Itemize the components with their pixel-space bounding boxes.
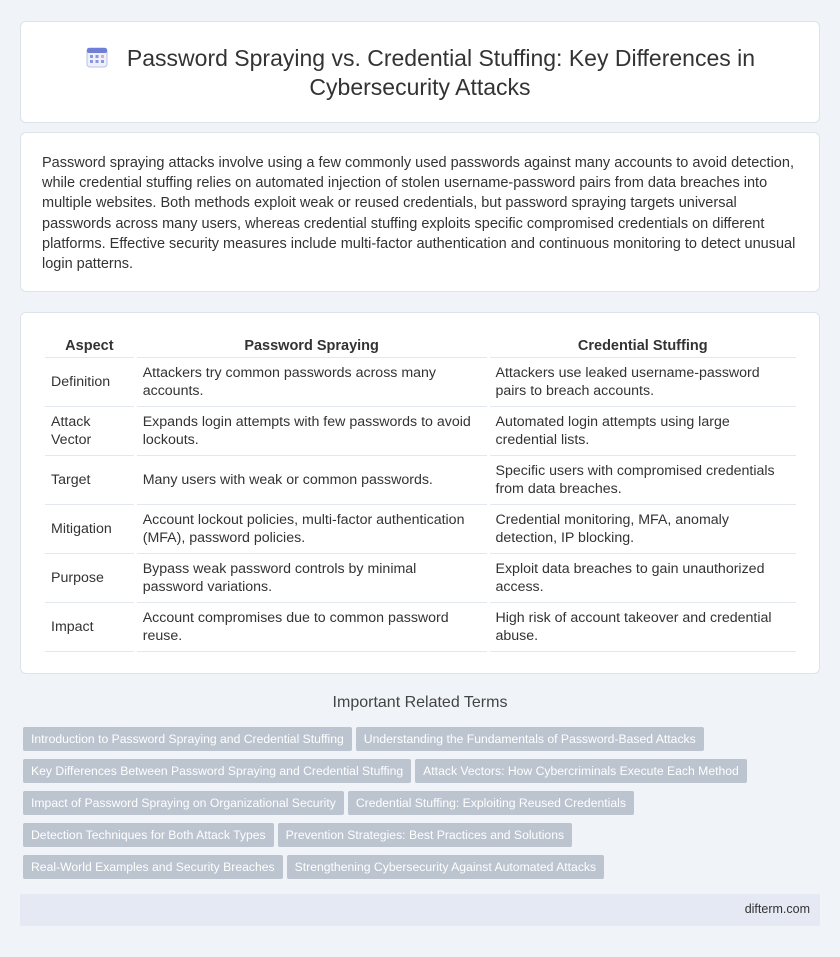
related-term-link[interactable]: Impact of Password Spraying on Organizational Security <box>23 791 344 815</box>
header-credential-stuffing: Credential Stuffing <box>490 335 797 358</box>
credential-stuffing-cell: Attackers use leaked username-password pairs to breach accounts. <box>490 358 797 407</box>
password-spraying-cell: Expands login attempts with few passwords to avoid lockouts. <box>137 407 487 456</box>
intro-card <box>20 132 820 292</box>
credential-stuffing-cell: Specific users with compromised credentials from data breaches. <box>490 456 797 505</box>
aspect-cell: Mitigation <box>45 505 134 554</box>
calendar-grid-icon <box>85 45 109 69</box>
related-term-link[interactable]: Credential Stuffing: Exploiting Reused Credentials <box>348 791 634 815</box>
page-title-text: Password Spraying vs. Credential Stuffing: Key Differences in Cybersecurity Attacks <box>126 45 756 100</box>
credential-stuffing-cell: Exploit data breaches to gain unauthorized access. <box>490 554 797 603</box>
footer <box>20 894 820 926</box>
password-spraying-cell: Many users with weak or common passwords. <box>137 456 487 505</box>
password-spraying-cell: Account compromises due to common password reuse. <box>137 603 487 652</box>
related-terms-list <box>23 727 783 887</box>
related-term-link[interactable]: Understanding the Fundamentals of Password-Based Attacks <box>356 727 704 751</box>
related-term-link[interactable]: Strengthening Cybersecurity Against Automated Attacks <box>287 855 604 879</box>
password-spraying-cell: Bypass weak password controls by minimal password variations. <box>137 554 487 603</box>
related-term-link[interactable]: Introduction to Password Spraying and Credential Stuffing <box>23 727 352 751</box>
related-term-link[interactable]: Detection Techniques for Both Attack Types <box>23 823 274 847</box>
table-row <box>45 505 796 554</box>
password-spraying-cell: Account lockout policies, multi-factor authentication (MFA), password policies. <box>137 505 487 554</box>
page-title <box>21 44 819 102</box>
table-row <box>45 358 796 407</box>
header-aspect: Aspect <box>45 335 134 358</box>
related-term-link[interactable]: Prevention Strategies: Best Practices and Solutions <box>278 823 572 847</box>
table-row <box>45 456 796 505</box>
footer-site-link[interactable]: difterm.com <box>744 902 810 916</box>
aspect-cell: Purpose <box>45 554 134 603</box>
header-password-spraying: Password Spraying <box>137 335 487 358</box>
credential-stuffing-cell: Credential monitoring, MFA, anomaly detection, IP blocking. <box>490 505 797 554</box>
table-row <box>45 554 796 603</box>
related-terms-title: Important Related Terms <box>332 694 508 711</box>
table-row <box>45 603 796 652</box>
password-spraying-cell: Attackers try common passwords across many accounts. <box>137 358 487 407</box>
comparison-card <box>20 312 820 674</box>
aspect-cell: Attack Vector <box>45 407 134 456</box>
table-header-row <box>45 335 796 358</box>
aspect-cell: Definition <box>45 358 134 407</box>
related-term-link[interactable]: Attack Vectors: How Cybercriminals Execute Each Method <box>415 759 747 783</box>
aspect-cell: Impact <box>45 603 134 652</box>
table-row <box>45 407 796 456</box>
intro-paragraph: Password spraying attacks involve using a few commonly used passwords against many accounts to avoid detection, while credential stuffing relies on automated injection of stolen username-password pairs from data breaches into multiple websites. Both methods exploit weak or reused credentials, but password spraying targets universal passwords across many users, whereas credential stuffing exploits specific compromised credentials on different platforms. Effective security measures include multi-factor authentication and continuous monitoring to detect unusual login patterns. <box>42 155 796 273</box>
related-term-link[interactable]: Real-World Examples and Security Breaches <box>23 855 283 879</box>
comparison-table <box>42 335 799 652</box>
credential-stuffing-cell: Automated login attempts using large credential lists. <box>490 407 797 456</box>
related-term-link[interactable]: Key Differences Between Password Spraying and Credential Stuffing <box>23 759 411 783</box>
header-card <box>20 21 820 123</box>
aspect-cell: Target <box>45 456 134 505</box>
credential-stuffing-cell: High risk of account takeover and credential abuse. <box>490 603 797 652</box>
